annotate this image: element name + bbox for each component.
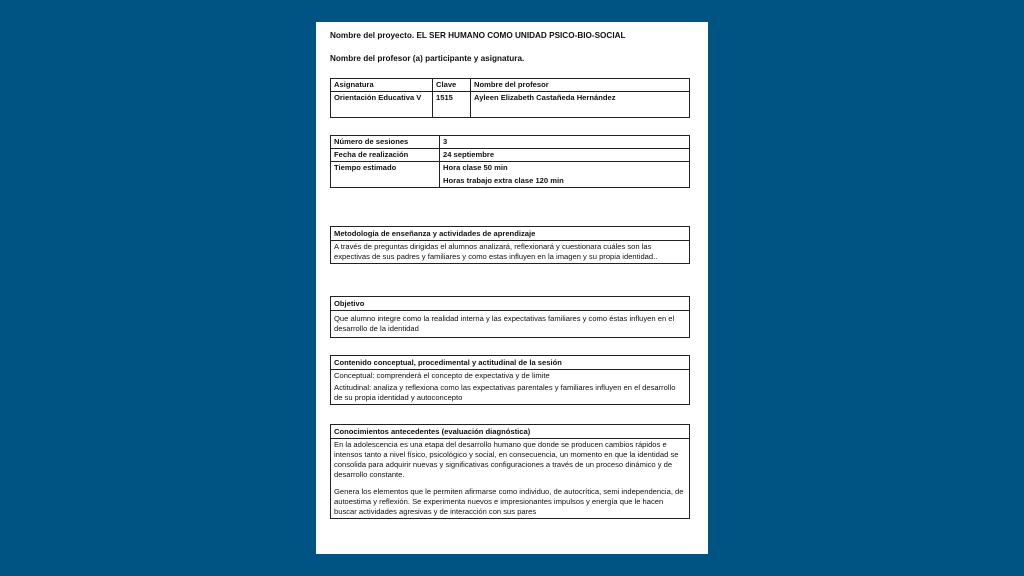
objective-section (330, 296, 690, 338)
content-title: Contenido conceptual, procedimental y actitudinal de la sesión (331, 356, 689, 370)
objective-text: Que alumno integre como la realidad interna y las expectativas familiares y como éstas influyen en el desarrollo de la identidad (334, 314, 675, 333)
professor-name: Ayleen Elizabeth Castañeda Hernández (471, 92, 690, 118)
project-title: Nombre del proyecto. EL SER HUMANO COMO UNIDAD PSICO-BIO-SOCIAL (330, 31, 626, 40)
prior-knowledge-title: Conocimientos antecedentes (evaluación diagnóstica) (331, 425, 689, 439)
subject-code: 1515 (433, 92, 471, 118)
subject-table (330, 78, 690, 118)
sessions-value: 3 (440, 136, 690, 149)
subject-name: Orientación Educativa V (331, 92, 433, 118)
time-value (440, 162, 690, 188)
methodology-text: A través de preguntas dirigidas el alumnos analizará, reflexionará y cuestionara cuáles son las expectivas de sus padres y familiares y como estas influyen en la imagen y su propia identidad.. (334, 242, 658, 261)
date-value: 24 septiembre (440, 149, 690, 162)
prior-knowledge-paragraph-1: En la adolescencia es una etapa del desarrollo humano que donde se producen cambios rápidos e intensos tanto a nivel físico, psicológico y social, en consecuencia, un momento en que la identidad se consolida para adquirir nuevas y significativas configuraciones a través de un proceso dinámico y de desarrollo constante. (334, 440, 679, 479)
date-label: Fecha de realización (331, 149, 440, 162)
time-class: Hora clase 50 min (443, 163, 508, 172)
objective-title: Objetivo (331, 297, 689, 311)
prior-knowledge-paragraph-2: Genera los elementos que le permiten afirmarse como individuo, de autocrítica, semi independencia, de autoestima y reflexión. Se experimenta nuevos e impresionantes impulsos y energía que le hacen buscar actividades agresivas y de interacción con sus pares (334, 487, 684, 516)
header-code: Clave (433, 79, 471, 92)
methodology-section (330, 226, 690, 264)
header-subject: Asignatura (331, 79, 433, 92)
session-table (330, 135, 690, 188)
header-professor: Nombre del profesor (471, 79, 690, 92)
professor-heading: Nombre del profesor (a) participante y asignatura. (330, 54, 525, 63)
sessions-label: Número de sesiones (331, 136, 440, 149)
content-attitudinal: Actitudinal: analiza y reflexiona como las expectativas parentales y familiares influyen en el desarrollo de su propia identidad y autoconcepto (334, 383, 676, 402)
methodology-title: Metodología de enseñanza y actividades de aprendizaje (331, 227, 689, 241)
document-page (316, 22, 708, 554)
time-label: Tiempo estimado (331, 162, 440, 188)
prior-knowledge-section (330, 424, 690, 519)
content-conceptual: Conceptual: comprenderá el concepto de expectativa y de limite (334, 371, 550, 380)
content-section (330, 355, 690, 405)
time-extra: Horas trabajo extra clase 120 min (443, 176, 564, 185)
